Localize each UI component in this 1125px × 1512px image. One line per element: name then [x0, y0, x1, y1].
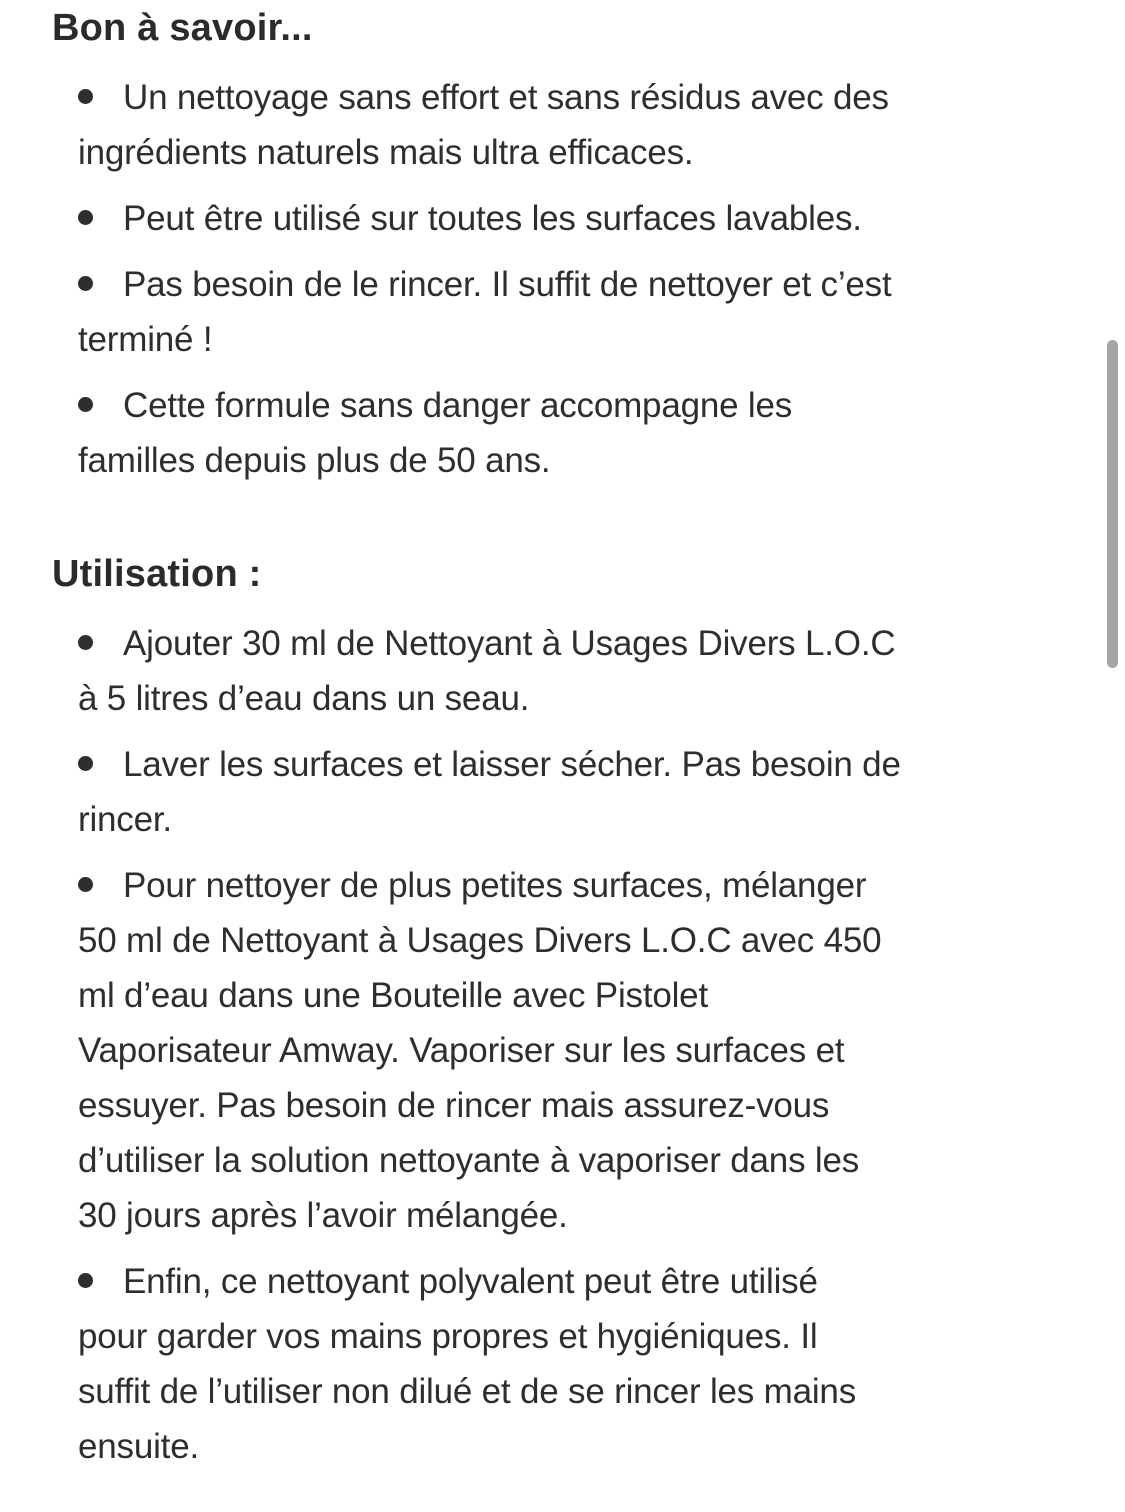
bullet-icon	[78, 276, 93, 291]
list-item	[78, 616, 1090, 726]
list-item-line: suffit de l’utiliser non dilué et de se rincer les mains	[78, 1372, 856, 1411]
bullet-list-bon-a-savoir	[52, 70, 1125, 488]
list-item	[78, 70, 1090, 180]
section-utilisation	[52, 550, 1125, 1474]
list-item	[78, 858, 1090, 1243]
list-item-line	[78, 378, 1090, 433]
bullet-icon	[78, 397, 93, 412]
list-item-line	[78, 191, 1090, 246]
bullet-icon	[78, 1273, 93, 1288]
bullet-icon	[78, 210, 93, 225]
list-item-line: d’utiliser la solution nettoyante à vaporiser dans les	[78, 1141, 860, 1180]
list-item-line: 50 ml de Nettoyant à Usages Divers L.O.C avec 450	[78, 921, 882, 960]
list-item	[78, 737, 1090, 847]
bullet-icon	[78, 877, 93, 892]
list-item	[78, 257, 1090, 367]
bullet-list-utilisation	[52, 616, 1125, 1474]
list-item-line: Vaporisateur Amway. Vaporiser sur les surfaces et	[78, 1031, 845, 1070]
list-item-text: Peut être utilisé sur toutes les surfaces lavables.	[123, 199, 862, 238]
list-item-line	[78, 616, 1090, 671]
list-item-line	[78, 70, 1090, 125]
list-item-line: essuyer. Pas besoin de rincer mais assurez-vous	[78, 1086, 830, 1125]
list-item	[78, 191, 1090, 246]
list-item	[78, 1254, 1090, 1474]
section-heading-utilisation: Utilisation :	[52, 553, 262, 595]
list-item-line: rincer.	[78, 800, 172, 839]
bullet-icon	[78, 756, 93, 771]
list-item-line	[78, 858, 1090, 913]
list-item-text: Pour nettoyer de plus petites surfaces, mélanger	[123, 866, 867, 905]
list-item-line: ml d’eau dans une Bouteille avec Pistolet	[78, 976, 708, 1015]
scrollbar-thumb[interactable]	[1107, 340, 1118, 668]
list-item-text: Laver les surfaces et laisser sécher. Pas besoin de	[123, 745, 901, 784]
list-item-line	[78, 257, 1090, 312]
list-item-text: Enfin, ce nettoyant polyvalent peut être utilisé	[123, 1262, 818, 1301]
list-item-text: Un nettoyage sans effort et sans résidus avec des	[123, 78, 889, 117]
list-item-text: Pas besoin de le rincer. Il suffit de nettoyer et c’est	[123, 265, 892, 304]
list-item-line: 30 jours après l’avoir mélangée.	[78, 1196, 568, 1235]
list-item-line: familles depuis plus de 50 ans.	[78, 441, 551, 480]
list-item-line: pour garder vos mains propres et hygiéniques. Il	[78, 1317, 818, 1356]
list-item-line: terminé !	[78, 320, 213, 359]
bullet-icon	[78, 89, 93, 104]
section-heading-bon-a-savoir: Bon à savoir...	[52, 7, 313, 49]
list-item-line: ensuite.	[78, 1427, 199, 1466]
list-item-text: Cette formule sans danger accompagne les	[123, 386, 793, 425]
list-item-line	[78, 737, 1090, 792]
list-item	[78, 378, 1090, 488]
list-item-line	[78, 1254, 1090, 1309]
section-bon-a-savoir	[52, 4, 1125, 488]
list-item-text: Ajouter 30 ml de Nettoyant à Usages Divers L.O.C	[123, 624, 896, 663]
list-item-line: à 5 litres d’eau dans un seau.	[78, 679, 530, 718]
bullet-icon	[78, 635, 93, 650]
list-item-line: ingrédients naturels mais ultra efficaces.	[78, 133, 694, 172]
